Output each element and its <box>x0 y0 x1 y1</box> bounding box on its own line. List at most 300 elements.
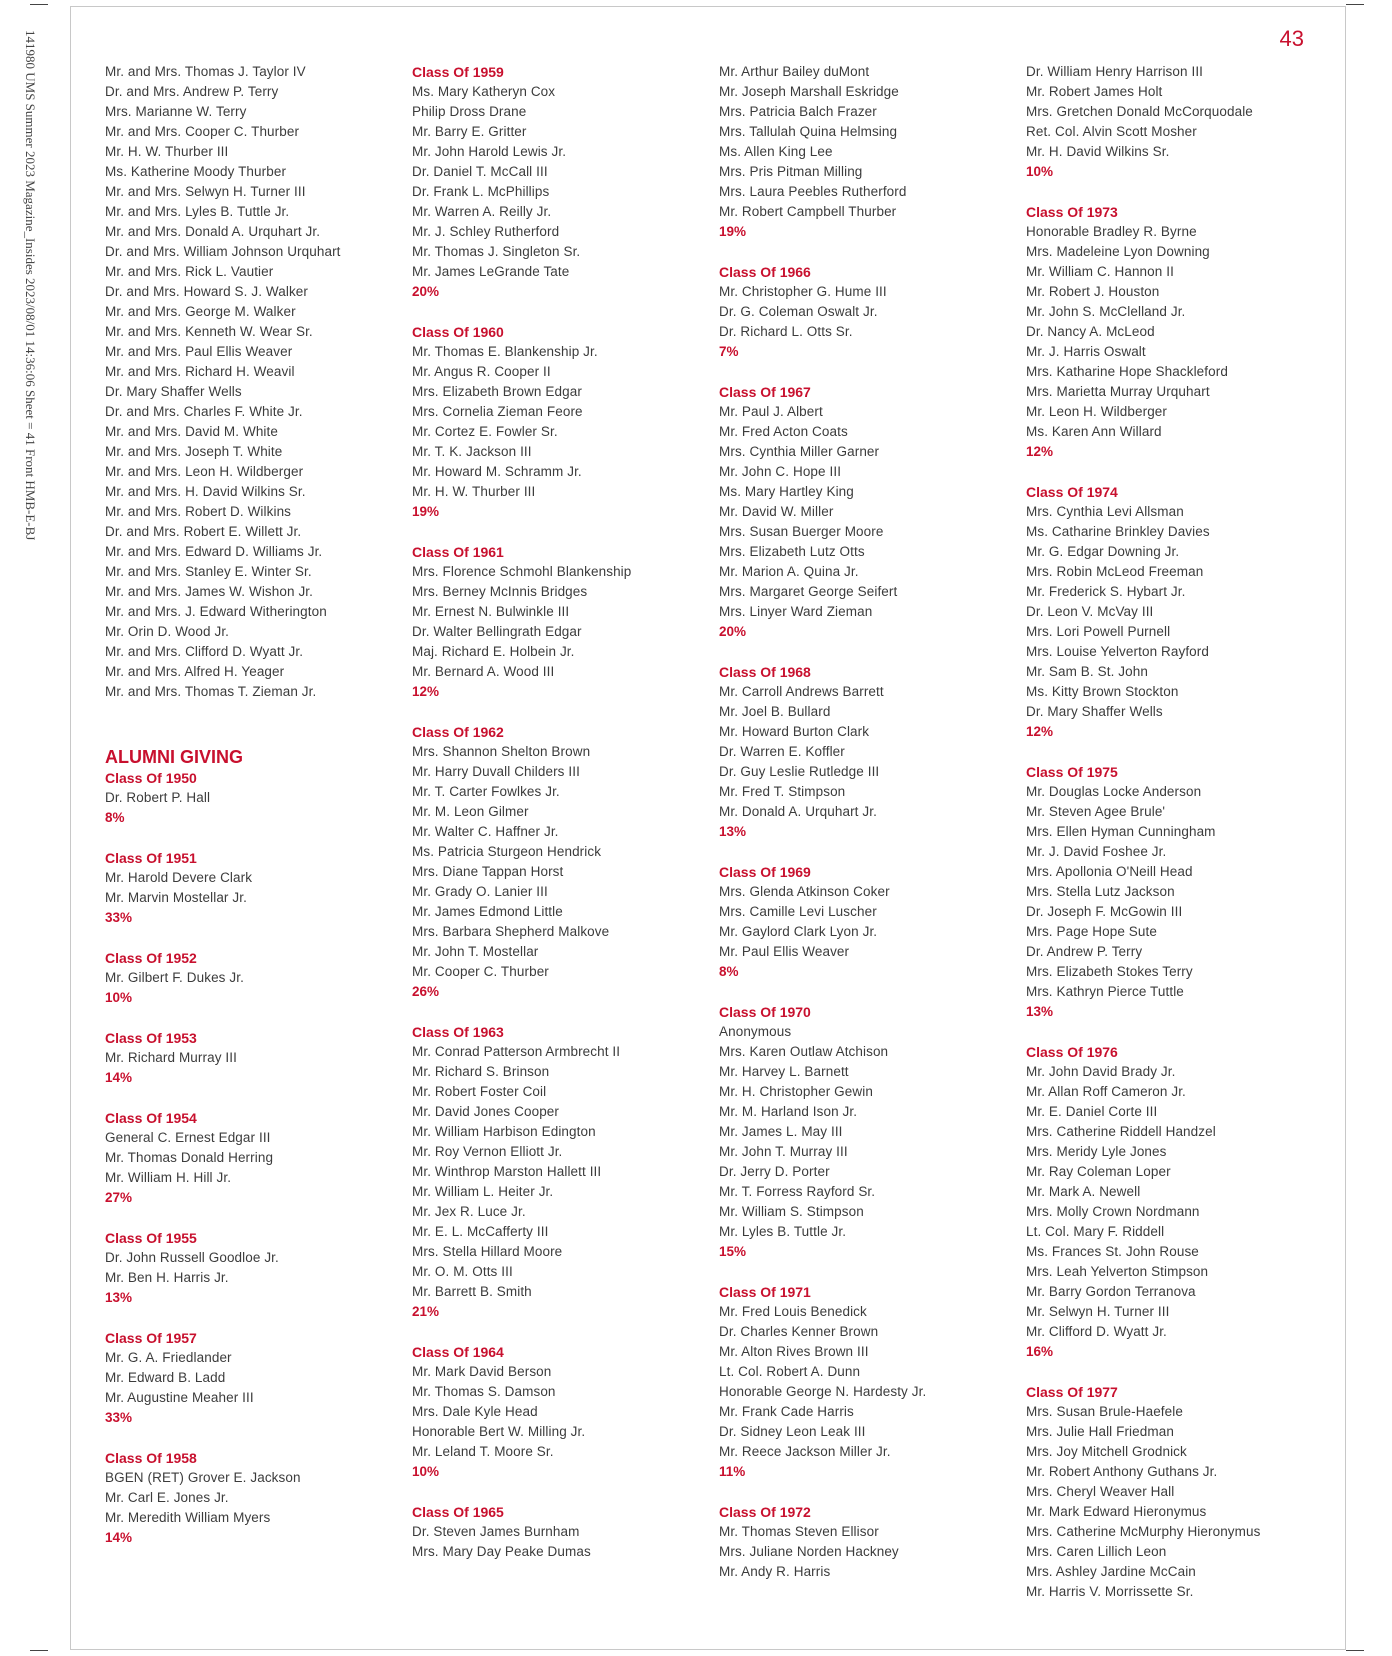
donor-name: Mr. J. David Foshee Jr. <box>1026 844 1167 859</box>
donor-name: Mr. Richard S. Brinson <box>412 1064 550 1079</box>
donor-name: Mr. Sam B. St. John <box>1026 664 1148 679</box>
class-group <box>1026 62 1316 182</box>
donor-name: Mr. Leon H. Wildberger <box>1026 404 1168 419</box>
class-group <box>719 1002 1009 1262</box>
page-number: 43 <box>1279 26 1304 51</box>
donor-name: Mr. Joel B. Bullard <box>719 704 831 719</box>
donor-name: Mr. and Mrs. Alfred H. Yeager <box>105 664 285 679</box>
donor-name: Mr. Harry Duvall Childers III <box>412 764 580 779</box>
class-heading: Class Of 1975 <box>1026 764 1118 780</box>
donor-name: Mr. Harris V. Morrissette Sr. <box>1026 1584 1194 1599</box>
donor-name: Mrs. Diane Tappan Horst <box>412 864 564 879</box>
donor-name: Mrs. Karen Outlaw Atchison <box>719 1044 889 1059</box>
donor-name: Dr. John Russell Goodloe Jr. <box>105 1250 279 1265</box>
section-title: ALUMNI GIVING <box>105 747 243 767</box>
donor-name: Mr. Ernest N. Bulwinkle III <box>412 604 570 619</box>
participation-percent: 10% <box>105 990 133 1005</box>
donor-name: Mrs. Apollonia O'Neill Head <box>1026 864 1193 879</box>
donor-name: Mrs. Linyer Ward Zieman <box>719 604 873 619</box>
donor-name: Mr. T. Forress Rayford Sr. <box>719 1184 876 1199</box>
class-heading: Class Of 1962 <box>412 724 504 740</box>
class-group <box>719 62 1009 242</box>
class-heading: Class Of 1955 <box>105 1230 197 1246</box>
class-heading: Class Of 1963 <box>412 1024 504 1040</box>
donor-name: Mr. Thomas E. Blankenship Jr. <box>412 344 598 359</box>
donor-name: Dr. Warren E. Koffler <box>719 744 845 759</box>
class-heading: Class Of 1974 <box>1026 484 1118 500</box>
class-group <box>105 1328 395 1428</box>
donor-name: Mr. H. David Wilkins Sr. <box>1026 144 1170 159</box>
donor-name: Mr. Ben H. Harris Jr. <box>105 1270 229 1285</box>
donor-name: Mrs. Cynthia Miller Garner <box>719 444 880 459</box>
class-group <box>412 542 702 702</box>
donor-name: Mrs. Shannon Shelton Brown <box>412 744 591 759</box>
class-heading: Class Of 1966 <box>719 264 811 280</box>
class-group <box>1026 1042 1316 1362</box>
print-slug-text: 141980 UMS Summer 2023 Magazine_Insides 2023/08/01 14:36:06 Sheet = 41 Front HMB-E-BJ <box>23 30 38 541</box>
donor-name: Mr. Alton Rives Brown III <box>719 1344 869 1359</box>
class-group <box>105 1228 395 1308</box>
donor-name: Mr. David Jones Cooper <box>412 1104 560 1119</box>
donor-name: Ms. Mary Katheryn Cox <box>412 84 556 99</box>
donor-name: Dr. Steven James Burnham <box>412 1524 580 1539</box>
donor-name: Honorable Bradley R. Byrne <box>1026 224 1197 239</box>
donor-name: Mr. Andy R. Harris <box>719 1564 831 1579</box>
donor-name: Dr. Leon V. McVay III <box>1026 604 1154 619</box>
donor-name: Mr. H. W. Thurber III <box>105 144 229 159</box>
donor-name: Mr. Marvin Mostellar Jr. <box>105 890 247 905</box>
donor-name: Mrs. Tallulah Quina Helmsing <box>719 124 898 139</box>
donor-name: Mrs. Lori Powell Purnell <box>1026 624 1171 639</box>
class-heading: Class Of 1959 <box>412 64 504 80</box>
participation-percent: 26% <box>412 984 440 999</box>
donor-name: Honorable Bert W. Milling Jr. <box>412 1424 586 1439</box>
donor-name: Mrs. Susan Buerger Moore <box>719 524 884 539</box>
donor-name: Mr. Cooper C. Thurber <box>412 964 549 979</box>
donor-name: Dr. Robert P. Hall <box>105 790 211 805</box>
donor-name: Mr. and Mrs. Robert D. Wilkins <box>105 504 292 519</box>
donor-name: Mr. Richard Murray III <box>105 1050 237 1065</box>
donor-name: Mr. James LeGrande Tate <box>412 264 570 279</box>
donor-name: Mr. and Mrs. Clifford D. Wyatt Jr. <box>105 644 304 659</box>
donor-name: Mrs. Dale Kyle Head <box>412 1404 538 1419</box>
donor-name: Mr. Thomas J. Singleton Sr. <box>412 244 581 259</box>
donor-name: Mrs. Catherine Riddell Handzel <box>1026 1124 1216 1139</box>
donor-name: Mr. Reece Jackson Miller Jr. <box>719 1444 891 1459</box>
donor-name: Ms. Karen Ann Willard <box>1026 424 1162 439</box>
class-group <box>719 662 1009 842</box>
participation-percent: 10% <box>1026 164 1054 179</box>
donor-name: Mr. Gilbert F. Dukes Jr. <box>105 970 244 985</box>
class-heading: Class Of 1950 <box>105 770 197 786</box>
donor-name: Mrs. Louise Yelverton Rayford <box>1026 644 1209 659</box>
donor-name: Mr. and Mrs. J. Edward Witherington <box>105 604 327 619</box>
donor-name: Dr. Jerry D. Porter <box>719 1164 830 1179</box>
donor-name: Mr. and Mrs. Rick L. Vautier <box>105 264 274 279</box>
donor-name: Mr. Allan Roff Cameron Jr. <box>1026 1084 1186 1099</box>
donor-name: Mrs. Glenda Atkinson Coker <box>719 884 890 899</box>
class-group <box>719 382 1009 642</box>
donor-name: Mr. Barrett B. Smith <box>412 1284 532 1299</box>
donor-name: Mr. Robert J. Houston <box>1026 284 1160 299</box>
class-group <box>105 768 395 828</box>
donor-name: Ms. Mary Hartley King <box>719 484 854 499</box>
class-group <box>1026 762 1316 1022</box>
donor-name: Mr. Selwyn H. Turner III <box>1026 1304 1170 1319</box>
participation-percent: 13% <box>105 1290 133 1305</box>
donor-name: Mr. T. K. Jackson III <box>412 444 532 459</box>
class-heading: Class Of 1965 <box>412 1504 504 1520</box>
donor-name: Mr. G. Edgar Downing Jr. <box>1026 544 1180 559</box>
participation-percent: 33% <box>105 1410 133 1425</box>
donor-name: Mr. H. Christopher Gewin <box>719 1084 873 1099</box>
donor-name: Dr. G. Coleman Oswalt Jr. <box>719 304 878 319</box>
donor-name: Mrs. Ellen Hyman Cunningham <box>1026 824 1216 839</box>
donor-name: Dr. Andrew P. Terry <box>1026 944 1143 959</box>
participation-percent: 8% <box>105 810 125 825</box>
donor-name: Mr. Walter C. Haffner Jr. <box>412 824 559 839</box>
donor-name: Mr. G. A. Friedlander <box>105 1350 232 1365</box>
donor-name: Mr. Barry Gordon Terranova <box>1026 1284 1196 1299</box>
participation-percent: 13% <box>719 824 747 839</box>
donor-column-3 <box>719 62 1009 1602</box>
donor-name: Mr. Frank Cade Harris <box>719 1404 854 1419</box>
class-group <box>412 322 702 522</box>
participation-percent: 19% <box>412 504 440 519</box>
donor-name: Mrs. Marianne W. Terry <box>105 104 247 119</box>
donor-name: Mr. Grady O. Lanier III <box>412 884 548 899</box>
donor-name: Mr. O. M. Otts III <box>412 1264 513 1279</box>
class-heading: Class Of 1970 <box>719 1004 811 1020</box>
class-group <box>105 848 395 928</box>
participation-percent: 12% <box>1026 724 1054 739</box>
donor-name: Ms. Catharine Brinkley Davies <box>1026 524 1210 539</box>
donor-name: Dr. Walter Bellingrath Edgar <box>412 624 582 639</box>
donor-name: Dr. William Henry Harrison III <box>1026 64 1204 79</box>
donor-name: Dr. and Mrs. Andrew P. Terry <box>105 84 279 99</box>
class-heading: Class Of 1964 <box>412 1344 504 1360</box>
participation-percent: 10% <box>412 1464 440 1479</box>
donor-name: Mrs. Pris Pitman Milling <box>719 164 863 179</box>
donor-name: Mr. Orin D. Wood Jr. <box>105 624 230 639</box>
donor-name: Mr. Lyles B. Tuttle Jr. <box>719 1224 847 1239</box>
donor-name: Mr. Donald A. Urquhart Jr. <box>719 804 877 819</box>
donor-column-4 <box>1026 62 1316 1622</box>
donor-name: Mr. Leland T. Moore Sr. <box>412 1444 554 1459</box>
class-group <box>412 1502 702 1562</box>
donor-name: Mrs. Page Hope Sute <box>1026 924 1157 939</box>
donor-name: Mrs. Gretchen Donald McCorquodale <box>1026 104 1253 119</box>
participation-percent: 15% <box>719 1244 747 1259</box>
class-group <box>105 1028 395 1088</box>
donor-name: Mr. and Mrs. David M. White <box>105 424 278 439</box>
crop-mark <box>1346 4 1364 5</box>
participation-percent: 12% <box>1026 444 1054 459</box>
donor-name: Mr. E. Daniel Corte III <box>1026 1104 1158 1119</box>
participation-percent: 27% <box>105 1190 133 1205</box>
donor-name: Mrs. Julie Hall Friedman <box>1026 1424 1174 1439</box>
donor-name: Mr. Douglas Locke Anderson <box>1026 784 1202 799</box>
donor-name: Mr. William H. Hill Jr. <box>105 1170 232 1185</box>
donor-name: Ms. Frances St. John Rouse <box>1026 1244 1199 1259</box>
donor-name: Dr. and Mrs. Robert E. Willett Jr. <box>105 524 302 539</box>
class-group <box>105 1108 395 1208</box>
class-heading: Class Of 1951 <box>105 850 197 866</box>
donor-name: Mrs. Stella Lutz Jackson <box>1026 884 1175 899</box>
donor-name: Mr. Christopher G. Hume III <box>719 284 887 299</box>
class-heading: Class Of 1969 <box>719 864 811 880</box>
class-group <box>1026 202 1316 462</box>
donor-name: Mrs. Robin McLeod Freeman <box>1026 564 1204 579</box>
donor-name: Mr. Paul J. Albert <box>719 404 823 419</box>
class-heading: Class Of 1973 <box>1026 204 1118 220</box>
donor-name: Mr. T. Carter Fowlkes Jr. <box>412 784 560 799</box>
donor-name: Mr. Robert Foster Coil <box>412 1084 547 1099</box>
donor-name: Mr. and Mrs. Joseph T. White <box>105 444 283 459</box>
participation-percent: 12% <box>412 684 440 699</box>
donor-name: Mr. Carl E. Jones Jr. <box>105 1490 229 1505</box>
donor-name: Lt. Col. Mary F. Riddell <box>1026 1224 1165 1239</box>
class-group <box>412 1022 702 1322</box>
class-heading: Class Of 1957 <box>105 1330 197 1346</box>
donor-name: Mr. William S. Stimpson <box>719 1204 864 1219</box>
donor-name: Mr. Robert Campbell Thurber <box>719 204 897 219</box>
donor-name: Mrs. Ashley Jardine McCain <box>1026 1564 1196 1579</box>
donor-name: Mrs. Susan Brule-Haefele <box>1026 1404 1183 1419</box>
donor-name: Mr. John David Brady Jr. <box>1026 1064 1176 1079</box>
crop-mark <box>30 1650 48 1651</box>
donor-name: Mr. Barry E. Gritter <box>412 124 527 139</box>
donor-column-1 <box>105 62 395 1568</box>
donor-name: Mrs. Laura Peebles Rutherford <box>719 184 907 199</box>
donor-name: Mr. Harold Devere Clark <box>105 870 253 885</box>
class-group <box>412 62 702 302</box>
donor-name: Dr. Mary Shaffer Wells <box>105 384 242 399</box>
donor-name: Mr. M. Leon Gilmer <box>412 804 529 819</box>
participation-percent: 8% <box>719 964 739 979</box>
class-heading: Class Of 1960 <box>412 324 504 340</box>
donor-name: Anonymous <box>719 1024 792 1039</box>
donor-name: Mrs. Katharine Hope Shackleford <box>1026 364 1228 379</box>
donor-name: Mrs. Elizabeth Stokes Terry <box>1026 964 1193 979</box>
donor-name: Mr. and Mrs. Kenneth W. Wear Sr. <box>105 324 313 339</box>
donor-name: Mr. William L. Heiter Jr. <box>412 1184 554 1199</box>
donor-name: Mrs. Catherine McMurphy Hieronymus <box>1026 1524 1261 1539</box>
class-heading: Class Of 1972 <box>719 1504 811 1520</box>
donor-name: Mr. Harvey L. Barnett <box>719 1064 849 1079</box>
donor-name: Philip Dross Drane <box>412 104 527 119</box>
donor-name: Mr. Robert Anthony Guthans Jr. <box>1026 1464 1218 1479</box>
donor-name: Mr. Mark Edward Hieronymus <box>1026 1504 1207 1519</box>
donor-name: Mrs. Leah Yelverton Stimpson <box>1026 1264 1209 1279</box>
donor-name: Mr. Marion A. Quina Jr. <box>719 564 859 579</box>
donor-name: Mr. and Mrs. Edward D. Williams Jr. <box>105 544 323 559</box>
donor-name: BGEN (RET) Grover E. Jackson <box>105 1470 301 1485</box>
class-heading: Class Of 1958 <box>105 1450 197 1466</box>
donor-name: Mr. Fred Louis Benedick <box>719 1304 867 1319</box>
donor-name: Mr. and Mrs. H. David Wilkins Sr. <box>105 484 306 499</box>
donor-name: Mrs. Cheryl Weaver Hall <box>1026 1484 1175 1499</box>
donor-name: Mrs. Juliane Norden Hackney <box>719 1544 899 1559</box>
donor-name: Mr. Thomas Donald Herring <box>105 1150 274 1165</box>
donor-name: Dr. Mary Shaffer Wells <box>1026 704 1163 719</box>
donor-column-2 <box>412 62 702 1582</box>
donor-name: Mr. Angus R. Cooper II <box>412 364 551 379</box>
donor-name: Mr. Gaylord Clark Lyon Jr. <box>719 924 878 939</box>
participation-percent: 13% <box>1026 1004 1054 1019</box>
print-slug <box>12 30 42 590</box>
donor-name: Mr. and Mrs. Cooper C. Thurber <box>105 124 300 139</box>
donor-name: Dr. Charles Kenner Brown <box>719 1324 879 1339</box>
donor-name: Mr. Robert James Holt <box>1026 84 1163 99</box>
donor-name: Mr. J. Harris Oswalt <box>1026 344 1146 359</box>
donor-name: Mr. M. Harland Ison Jr. <box>719 1104 858 1119</box>
donor-name: Mr. Arthur Bailey duMont <box>719 64 870 79</box>
donor-name: Mrs. Berney McInnis Bridges <box>412 584 588 599</box>
class-heading: Class Of 1967 <box>719 384 811 400</box>
donor-name: Mrs. Camille Levi Luscher <box>719 904 877 919</box>
donor-name: Dr. and Mrs. William Johnson Urquhart <box>105 244 341 259</box>
donor-name: Mr. Howard M. Schramm Jr. <box>412 464 582 479</box>
class-group <box>719 862 1009 982</box>
donor-name: Mr. Mark David Berson <box>412 1364 552 1379</box>
donor-name: Mrs. Madeleine Lyon Downing <box>1026 244 1210 259</box>
donor-name: Mr. and Mrs. Thomas J. Taylor IV <box>105 64 306 79</box>
class-group <box>719 262 1009 362</box>
donor-name: Mr. Meredith William Myers <box>105 1510 271 1525</box>
donor-name: Mr. David W. Miller <box>719 504 834 519</box>
donor-name: Mr. Carroll Andrews Barrett <box>719 684 884 699</box>
donor-name: Mr. Jex R. Luce Jr. <box>412 1204 526 1219</box>
donor-name: Mrs. Margaret George Seifert <box>719 584 898 599</box>
donor-name: Ret. Col. Alvin Scott Mosher <box>1026 124 1197 139</box>
class-heading: Class Of 1976 <box>1026 1044 1118 1060</box>
donor-name: Mr. and Mrs. George M. Walker <box>105 304 296 319</box>
donor-name: Mr. John Harold Lewis Jr. <box>412 144 567 159</box>
donor-name: Mr. Conrad Patterson Armbrecht II <box>412 1044 621 1059</box>
donor-name: Mr. John T. Murray III <box>719 1144 848 1159</box>
donor-name: Mr. Fred T. Stimpson <box>719 784 846 799</box>
donor-name: Mrs. Barbara Shepherd Malkove <box>412 924 610 939</box>
participation-percent: 7% <box>719 344 739 359</box>
donor-name: Mr. and Mrs. Lyles B. Tuttle Jr. <box>105 204 290 219</box>
donor-name: Mrs. Joy Mitchell Grodnick <box>1026 1444 1187 1459</box>
donor-name: Mr. and Mrs. Paul Ellis Weaver <box>105 344 293 359</box>
donor-name: Honorable George N. Hardesty Jr. <box>719 1384 927 1399</box>
participation-percent: 14% <box>105 1530 133 1545</box>
class-heading: Class Of 1977 <box>1026 1384 1118 1400</box>
donor-name: Mrs. Florence Schmohl Blankenship <box>412 564 632 579</box>
donor-name: Dr. and Mrs. Howard S. J. Walker <box>105 284 308 299</box>
donor-name: Mr. Thomas Steven Ellisor <box>719 1524 879 1539</box>
class-heading: Class Of 1961 <box>412 544 504 560</box>
donor-name: Mr. and Mrs. Donald A. Urquhart Jr. <box>105 224 321 239</box>
donor-name: Mr. Edward B. Ladd <box>105 1370 226 1385</box>
donor-name: Mr. Mark A. Newell <box>1026 1184 1141 1199</box>
donor-name: Maj. Richard E. Holbein Jr. <box>412 644 575 659</box>
donor-name: Mrs. Cynthia Levi Allsman <box>1026 504 1184 519</box>
donor-name: Mr. William C. Hannon II <box>1026 264 1174 279</box>
donor-name: Mr. and Mrs. Richard H. Weavil <box>105 364 295 379</box>
crop-mark <box>30 4 48 5</box>
donor-name: Mrs. Molly Crown Nordmann <box>1026 1204 1200 1219</box>
class-heading: Class Of 1953 <box>105 1030 197 1046</box>
class-heading: Class Of 1952 <box>105 950 197 966</box>
donor-name: Mrs. Caren Lillich Leon <box>1026 1544 1167 1559</box>
donor-name: Mr. E. L. McCafferty III <box>412 1224 549 1239</box>
donor-name: Mr. Clifford D. Wyatt Jr. <box>1026 1324 1167 1339</box>
donor-name: Dr. Sidney Leon Leak III <box>719 1424 866 1439</box>
class-group <box>1026 1382 1316 1602</box>
donor-name: Mr. James Edmond Little <box>412 904 563 919</box>
donor-name: Mr. Paul Ellis Weaver <box>719 944 850 959</box>
donor-name: Dr. and Mrs. Charles F. White Jr. <box>105 404 303 419</box>
donor-name: Dr. Guy Leslie Rutledge III <box>719 764 880 779</box>
donor-name: Mr. John S. McClelland Jr. <box>1026 304 1186 319</box>
donor-name: Dr. Frank L. McPhillips <box>412 184 550 199</box>
donor-name: Mrs. Mary Day Peake Dumas <box>412 1544 591 1559</box>
class-group <box>412 1342 702 1482</box>
donor-name: Mrs. Elizabeth Lutz Otts <box>719 544 865 559</box>
donor-name: Mrs. Meridy Lyle Jones <box>1026 1144 1167 1159</box>
participation-percent: 16% <box>1026 1344 1054 1359</box>
donor-name: Mr. James L. May III <box>719 1124 843 1139</box>
donor-name: Mrs. Stella Hillard Moore <box>412 1244 563 1259</box>
class-heading: Class Of 1968 <box>719 664 811 680</box>
donor-name: Mr. J. Schley Rutherford <box>412 224 560 239</box>
donor-name: Mr. Roy Vernon Elliott Jr. <box>412 1144 563 1159</box>
donor-name: Ms. Allen King Lee <box>719 144 833 159</box>
donor-name: Mr. and Mrs. Leon H. Wildberger <box>105 464 304 479</box>
donor-name: Mr. Cortez E. Fowler Sr. <box>412 424 558 439</box>
donor-name: Mrs. Marietta Murray Urquhart <box>1026 384 1210 399</box>
donor-name: Mr. Ray Coleman Loper <box>1026 1164 1171 1179</box>
donor-name: Mrs. Patricia Balch Frazer <box>719 104 877 119</box>
donor-name: Mr. Joseph Marshall Eskridge <box>719 84 899 99</box>
donor-name: Mr. Thomas S. Damson <box>412 1384 556 1399</box>
donor-name: Ms. Kitty Brown Stockton <box>1026 684 1179 699</box>
participation-percent: 21% <box>412 1304 440 1319</box>
donor-name: Dr. Joseph F. McGowin III <box>1026 904 1183 919</box>
donor-name: Mr. and Mrs. James W. Wishon Jr. <box>105 584 313 599</box>
donor-name: Mr. John C. Hope III <box>719 464 842 479</box>
class-group <box>719 1282 1009 1482</box>
donor-name: Mr. Frederick S. Hybart Jr. <box>1026 584 1186 599</box>
donor-name: Dr. Daniel T. McCall III <box>412 164 548 179</box>
donor-name: Mr. Bernard A. Wood III <box>412 664 555 679</box>
donor-name: Mr. H. W. Thurber III <box>412 484 536 499</box>
class-heading: Class Of 1954 <box>105 1110 197 1126</box>
donor-name: Mr. Warren A. Reilly Jr. <box>412 204 552 219</box>
donor-name: Mrs. Cornelia Zieman Feore <box>412 404 583 419</box>
donor-name: Lt. Col. Robert A. Dunn <box>719 1364 861 1379</box>
donor-name: Mr. William Harbison Edington <box>412 1124 596 1139</box>
participation-percent: 19% <box>719 224 747 239</box>
donor-name: Mr. Augustine Meaher III <box>105 1390 254 1405</box>
participation-percent: 14% <box>105 1070 133 1085</box>
donor-name: Dr. Richard L. Otts Sr. <box>719 324 853 339</box>
donor-name: Mr. Howard Burton Clark <box>719 724 870 739</box>
donor-name: Dr. Nancy A. McLeod <box>1026 324 1155 339</box>
donor-name: General C. Ernest Edgar III <box>105 1130 271 1145</box>
participation-percent: 33% <box>105 910 133 925</box>
class-group <box>1026 482 1316 742</box>
donor-name: Mrs. Elizabeth Brown Edgar <box>412 384 582 399</box>
donor-name: Ms. Patricia Sturgeon Hendrick <box>412 844 602 859</box>
class-heading: Class Of 1971 <box>719 1284 811 1300</box>
donor-name: Mr. and Mrs. Stanley E. Winter Sr. <box>105 564 312 579</box>
donor-name: Mr. Fred Acton Coats <box>719 424 848 439</box>
